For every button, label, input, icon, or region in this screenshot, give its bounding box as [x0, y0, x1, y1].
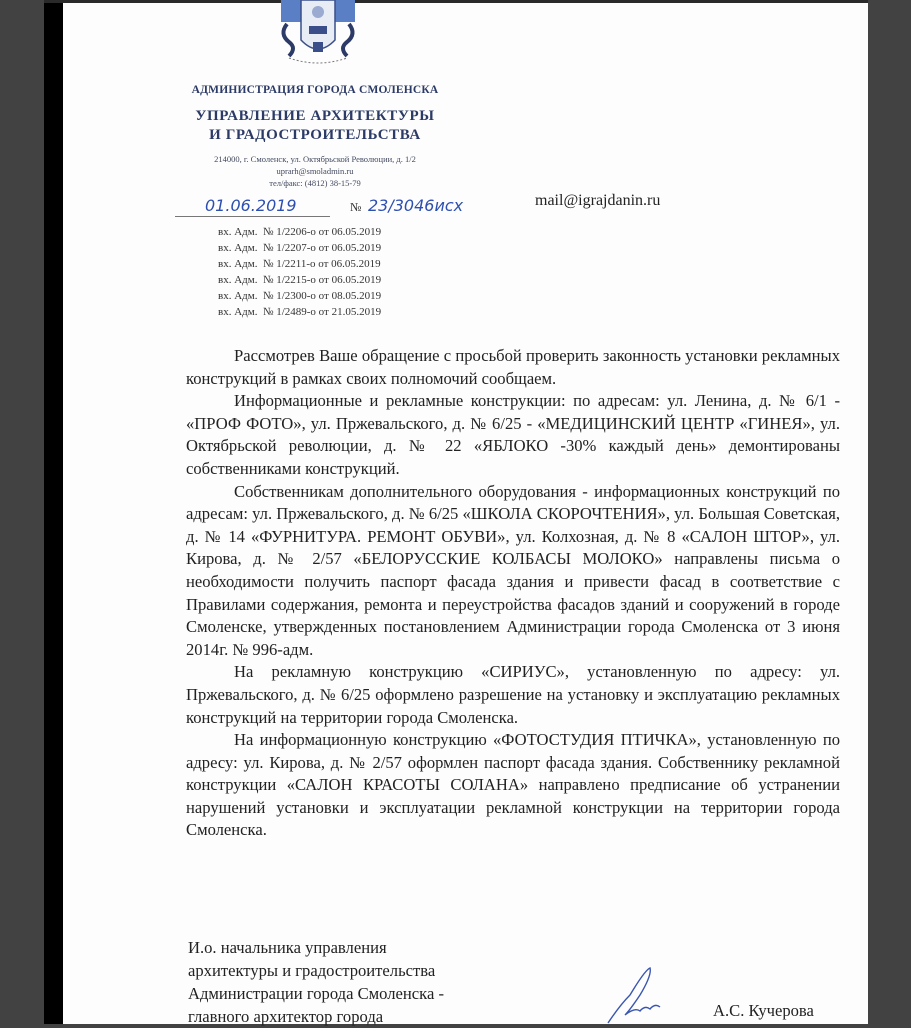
outgoing-date: 01.06.2019 — [205, 196, 297, 215]
coat-of-arms-icon — [275, 0, 361, 66]
incoming-ref: вх. Адм. № 1/2300-о от 08.05.2019 — [218, 290, 382, 302]
position-line: И.о. начальника управления — [188, 938, 387, 957]
position-line: главного архитектор города — [188, 1007, 384, 1026]
body-paragraph: Рассмотрев Ваше обращение с просьбой проверить законность установки рекламных конструкций в рамках своих полномочий сообщаем. — [186, 346, 840, 388]
body-paragraph: Информационные и рекламные конструкции: по адресам: ул. Ленина, д. № 6/1 - «ПРОФ ФОТО», ул. Пржевальского, д. № 6/25 - «МЕДИЦИНСКИЙ ЦЕНТР «ГИНЕЯ», ул. Октябрьской революции, д. № 22 «ЯБЛОКО -30% каждый день» демонтированы собственниками конструкций. — [186, 391, 840, 478]
signatory-position — [188, 936, 444, 1028]
date-underline — [175, 216, 330, 217]
department-title-line2: И ГРАДОСТРОИТЕЛЬСТВА — [209, 127, 421, 143]
letterhead-address: 214000, г. Смоленск, ул. Октябрьской Революции, д. 1/2 — [214, 154, 416, 164]
recipient-email: mail@igrajdanin.ru — [535, 192, 661, 209]
incoming-ref: вх. Адм. № 1/2211-о от 06.05.2019 — [218, 258, 381, 270]
department-title-line1: УПРАВЛЕНИЕ АРХИТЕКТУРЫ — [195, 108, 435, 124]
body-paragraph: Собственникам дополнительного оборудования - информационных конструкций по адресам: ул. Пржевальского, д. № 6/25 «ШКОЛА СКОРОЧТЕНИЯ», ул. Большая Советская, д. № 14 «ФУРНИТУРА. РЕМОНТ ОБУВИ», ул. Колхозная, д. № 8 «САЛОН ШТОР», ул. Кирова, д. № 2/57 «БЕЛОРУССКИЕ КОЛБАСЫ МОЛОКО» направлены письма о необходимости получить паспорт фасада здания и привести фасад в соответствие с Правилами содержания, ремонта и переустройства фасадов зданий и сооружений в городе Смоленске, утвержденных постановлением Администрации города Смоленска от 3 июня 2014г. № 996-адм. — [186, 481, 840, 659]
position-line: Администрации города Смоленска - — [188, 984, 444, 1003]
incoming-references — [218, 224, 381, 320]
incoming-ref: вх. Адм. № 1/2215-о от 06.05.2019 — [218, 274, 382, 286]
incoming-ref: вх. Адм. № 1/2207-о от 06.05.2019 — [218, 242, 382, 254]
administration-title: АДМИНИСТРАЦИЯ ГОРОДА СМОЛЕНСКА — [191, 84, 439, 96]
document-border — [44, 3, 64, 1024]
body-paragraph: На информационную конструкцию «ФОТОСТУДИЯ ПТИЧКА», установленную по адресу: ул. Кирова, д. № 2/57 оформлен паспорт фасада здания. Собственнику рекламной конструкции «САЛОН КРАСОТЫ СОЛАНА» направлено предписание об устранении нарушений установки и эксплуатации рекламной конструкции на территории города Смоленска. — [186, 730, 840, 840]
handwritten-signature — [600, 965, 670, 1024]
letter-body — [186, 345, 840, 842]
number-sign: № — [350, 200, 362, 214]
letterhead-phone: тел/факс: (4812) 38-15-79 — [269, 178, 361, 188]
body-paragraph: На рекламную конструкцию «СИРИУС», установленную по адресу: ул. Пржевальского, д. № 6/25 оформлено разрешение на установку и эксплуатацию рекламных конструкций на территории города Смоленска. — [186, 662, 840, 727]
outgoing-number: 23/3046исх — [368, 196, 464, 215]
letterhead-email: uprarh@smoladmin.ru — [276, 166, 354, 176]
position-line: архитектуры и градостроительства — [188, 961, 436, 980]
incoming-ref: вх. Адм. № 1/2206-о от 06.05.2019 — [218, 226, 382, 238]
signatory-name: А.С. Кучерова — [713, 1001, 814, 1020]
incoming-ref: вх. Адм. № 1/2489-о от 21.05.2019 — [218, 306, 382, 318]
